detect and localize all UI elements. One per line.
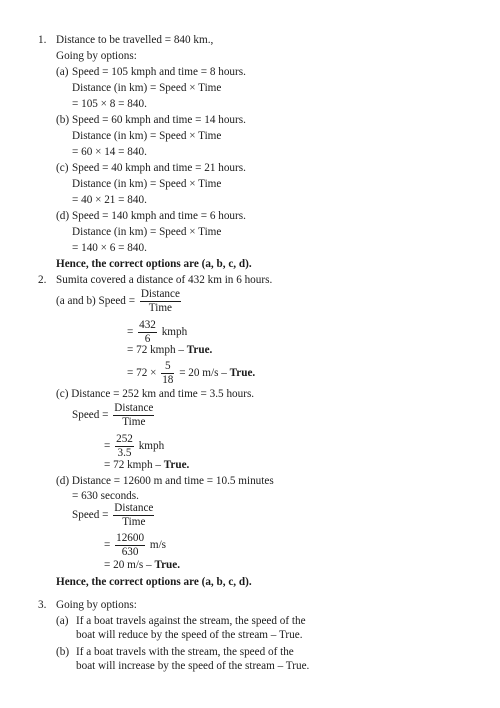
- q2-d-given: (d) Distance = 12600 m and time = 10.5 minutes: [56, 475, 274, 487]
- q1-option-b-label: (b): [56, 114, 70, 126]
- q2-ab-step3-den: 18: [162, 374, 174, 386]
- q2-d-step1-fraction: [115, 532, 145, 559]
- q2-ab-frac-den: Time: [148, 302, 172, 314]
- q2-d-label: Speed =: [72, 509, 109, 522]
- q2-statement: Sumita covered a distance of 432 km in 6 hours.: [56, 274, 273, 286]
- q1-option-c-label: (c): [56, 162, 69, 174]
- q1-option-b-formula: Distance (in km) = Speed × Time: [72, 130, 222, 142]
- q2-c-step2-row: [104, 458, 189, 473]
- q2-c-step1-den: 3.5: [117, 447, 132, 459]
- q2-c-label: Speed =: [72, 409, 109, 422]
- q2-ab-step3-row: [127, 360, 255, 387]
- q2-d-speed-row: [72, 502, 156, 529]
- q3-option-b-line2: boat will increase by the speed of the stream – True.: [76, 660, 310, 672]
- q1-intro: Going by options:: [56, 50, 137, 62]
- q2-d-step1-eq: =: [104, 539, 111, 552]
- q2-c-step1-row: [104, 433, 164, 460]
- q2-ab-step3-true: True.: [229, 367, 256, 380]
- q3-option-a-line2: boat will reduce by the speed of the stream – True.: [76, 629, 303, 641]
- q2-d-frac-den: Time: [122, 516, 146, 528]
- q2-number: 2.: [38, 274, 47, 286]
- q2-ab-step1-num: 432: [139, 319, 156, 331]
- q1-option-c-formula: Distance (in km) = Speed × Time: [72, 178, 222, 190]
- q2-c-step1-fraction: [115, 433, 134, 460]
- q3-option-a-label: (a): [56, 615, 69, 627]
- q2-d-step1-unit: m/s: [149, 539, 167, 552]
- q2-d-step1-num: 12600: [116, 532, 145, 544]
- q1-option-a-calc: = 105 × 8 = 840.: [72, 98, 147, 110]
- q2-ab-frac-num: Distance: [140, 288, 180, 300]
- q3-option-a-line1: If a boat travels against the stream, the speed of the: [76, 615, 306, 627]
- q2-ab-step2-true: True.: [186, 344, 213, 356]
- q1-option-b-given: Speed = 60 kmph and time = 14 hours.: [72, 114, 246, 126]
- q2-conclusion: Hence, the correct options are (a, b, c, d).: [56, 576, 252, 588]
- q1-statement: Distance to be travelled = 840 km.,: [56, 34, 214, 46]
- q2-c-step1-num: 252: [116, 433, 133, 445]
- q3-option-b-line1: If a boat travels with the stream, the speed of the: [76, 646, 294, 658]
- q2-c-step2: = 72 kmph –: [104, 459, 161, 471]
- q2-d-step1-row: [104, 532, 166, 559]
- q3-intro: Going by options:: [56, 599, 137, 611]
- q2-d-step1-den: 630: [121, 546, 139, 558]
- q2-c-step2-true: True.: [163, 459, 190, 471]
- q3-number: 3.: [38, 599, 47, 611]
- q1-option-c-given: Speed = 40 kmph and time = 21 hours.: [72, 162, 246, 174]
- q2-ab-step1-fraction: [138, 319, 157, 346]
- q2-ab-step3-post: = 20 m/s –: [179, 367, 227, 380]
- q1-option-d-calc: = 140 × 6 = 840.: [72, 242, 147, 254]
- q2-ab-speed-row: [56, 288, 183, 315]
- q1-option-a-given: Speed = 105 kmph and time = 8 hours.: [72, 66, 246, 78]
- q2-ab-step1-row: [127, 319, 187, 346]
- q2-d-step2-row: [104, 558, 180, 573]
- q2-ab-step1-den: 6: [144, 333, 151, 345]
- q2-ab-step3-pre: = 72 ×: [127, 367, 157, 380]
- q2-c-frac-den: Time: [122, 416, 146, 428]
- q1-option-a-label: (a): [56, 66, 69, 78]
- q2-c-speed-row: [72, 402, 156, 429]
- q2-c-given: (c) Distance = 252 km and time = 3.5 hours.: [56, 388, 255, 400]
- q2-ab-step1-eq: =: [127, 326, 134, 339]
- q1-conclusion: Hence, the correct options are (a, b, c, d).: [56, 258, 252, 270]
- q2-d-given-cont: = 630 seconds.: [72, 490, 139, 502]
- q2-c-step1-eq: =: [104, 440, 111, 453]
- q1-option-b-calc: = 60 × 14 = 840.: [72, 146, 147, 158]
- q2-ab-step2-row: [127, 343, 212, 358]
- q3-option-b-label: (b): [56, 646, 70, 658]
- q2-ab-step2: = 72 kmph –: [127, 344, 184, 356]
- q1-option-c-calc: = 40 × 21 = 840.: [72, 194, 147, 206]
- q1-option-d-formula: Distance (in km) = Speed × Time: [72, 226, 222, 238]
- q1-number: 1.: [38, 34, 47, 46]
- q2-ab-step1-unit: kmph: [161, 326, 188, 339]
- q1-option-d-given: Speed = 140 kmph and time = 6 hours.: [72, 210, 246, 222]
- q2-c-fraction: [113, 402, 154, 429]
- q2-ab-step3-num: 5: [161, 360, 174, 374]
- q2-c-step1-unit: kmph: [138, 440, 165, 453]
- q2-d-fraction: [113, 502, 154, 529]
- q2-d-step2: = 20 m/s –: [104, 559, 152, 571]
- q1-option-d-label: (d): [56, 210, 70, 222]
- q2-d-step2-true: True.: [154, 559, 181, 571]
- q1-option-a-formula: Distance (in km) = Speed × Time: [72, 82, 222, 94]
- q2-c-frac-num: Distance: [114, 402, 154, 414]
- q2-d-frac-num: Distance: [114, 502, 154, 514]
- q2-ab-label: (a and b) Speed =: [56, 295, 136, 308]
- q2-ab-step3-fraction: [161, 360, 174, 387]
- q2-ab-fraction: [140, 288, 181, 315]
